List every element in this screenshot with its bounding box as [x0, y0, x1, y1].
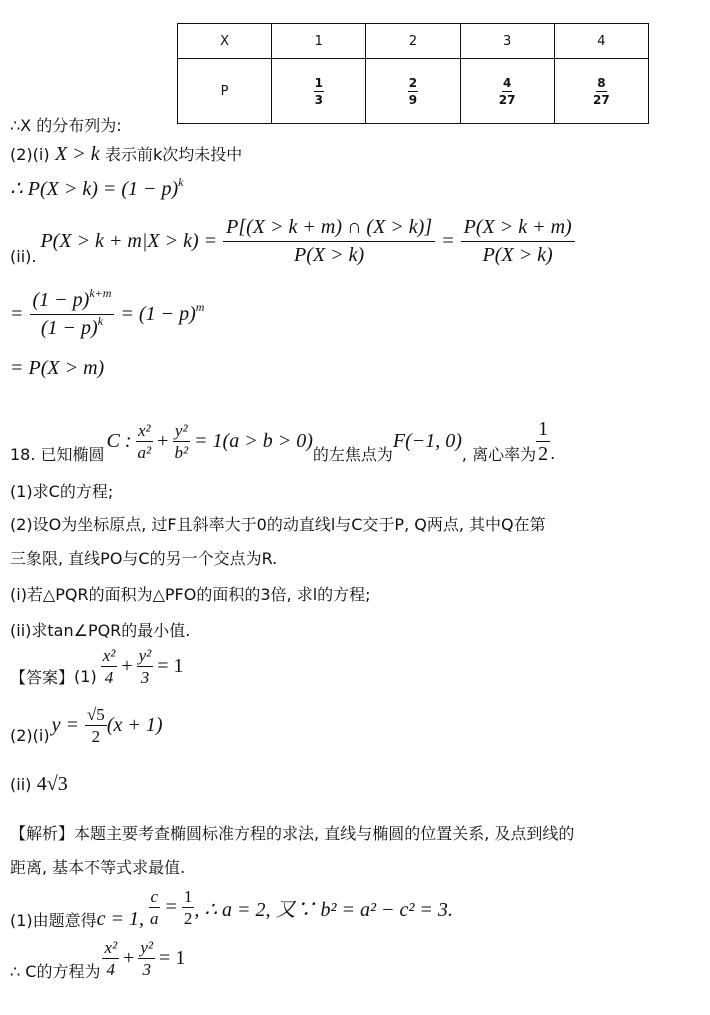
math: (1 − p) [40, 317, 98, 339]
math-rhs: = (1 − p) [120, 303, 196, 325]
frac-num [30, 286, 115, 315]
prefix: (1)由题意得 [10, 911, 97, 930]
prefix: (2)(i) [10, 726, 50, 745]
dist-label: ∴X 的分布列为: [10, 116, 122, 135]
frac-num: 4 [502, 76, 512, 90]
prefix: (1) [74, 667, 97, 686]
frac-num: √5 [86, 705, 105, 724]
analysis-label: 【解析】 [10, 824, 75, 843]
math: , ∴ a = 2, 又∵ b² = a² − c² = 3. [194, 899, 453, 921]
math-lhs: P(X > k + m|X > k) = [40, 230, 218, 252]
answer-label: 【答案】 [10, 668, 75, 687]
fraction [136, 422, 154, 461]
table-cell: P [178, 59, 272, 124]
question-2-ii: (ii)求tan∠PQR的最小值. [10, 621, 191, 640]
line-conditional [10, 217, 575, 266]
plus: + [123, 947, 135, 969]
math: (x + 1) [106, 714, 163, 736]
fraction [182, 888, 195, 927]
line-simplify [10, 286, 205, 339]
math: F(−1, 0) [392, 430, 462, 452]
frac-num: 1 [183, 887, 193, 906]
math: X > k [55, 143, 100, 165]
analysis-line-2: 距离, 基本不等式求最值. [10, 858, 186, 877]
math: y = [51, 714, 79, 736]
frac-den: 27 [498, 93, 516, 107]
text: 本题主要考查椭圆标准方程的求法, 直线与椭圆的位置关系, 及点到线的 [74, 824, 575, 843]
prefix: ∴ C的方程为 [10, 962, 101, 981]
table-cell [460, 59, 554, 124]
math: c = 1, [96, 908, 145, 930]
table-prob-row [178, 59, 649, 124]
solution-step-2 [10, 935, 185, 982]
exponent: m [195, 300, 205, 314]
fraction [30, 286, 115, 339]
problem-18-statement [10, 418, 555, 465]
frac-num: P(X > k + m) [461, 217, 575, 242]
text: , 离心率为 [461, 445, 537, 464]
math [120, 300, 205, 326]
question-2-line-2: 三象限, 直线PO与C的另一个交点为R. [10, 549, 278, 568]
frac-den: P(X > k) [482, 244, 553, 266]
prob-fraction [593, 77, 610, 106]
frac-den: 3 [314, 93, 323, 107]
prob-fraction [408, 77, 418, 106]
answer-2-i [10, 706, 163, 745]
fraction [101, 647, 118, 686]
frac-den: 9 [408, 93, 418, 107]
frac-num: y² [138, 646, 152, 665]
frac-num: c [150, 887, 159, 906]
exponent: k+m [89, 286, 112, 300]
frac-den [38, 315, 106, 339]
equals: = [165, 896, 177, 918]
frac-den: 2 [91, 727, 101, 746]
math: C : [106, 430, 132, 452]
prob-fraction [314, 77, 324, 106]
question-2-line-1: (2)设O为坐标原点, 过F且斜率大于0的动直线l与C交于P, Q两点, 其中Q在第 [10, 515, 546, 534]
line-prob-x-gt-k [10, 176, 184, 201]
fraction [137, 647, 154, 686]
line-result: = P(X > m) [10, 357, 105, 379]
prefix: (2)(i) [10, 145, 50, 164]
table-cell: 1 [272, 24, 366, 59]
fraction [85, 706, 107, 745]
frac-den: 2 [538, 443, 549, 465]
exponent: k [97, 314, 104, 328]
table-cell: 4 [554, 24, 648, 59]
frac-den: a² [137, 443, 152, 462]
math: 4√3 [36, 773, 68, 795]
frac-den: 4 [104, 668, 114, 687]
fraction [536, 419, 550, 464]
table-cell [554, 59, 648, 124]
frac-den: P(X > k) [294, 244, 365, 266]
fraction [461, 217, 575, 266]
frac-num: P[(X > k + m) ∩ (X > k)] [223, 217, 435, 242]
frac-den: a [150, 909, 159, 928]
answer-2-ii [10, 773, 68, 796]
solution-step-1 [10, 884, 453, 931]
frac-den: 2 [183, 909, 193, 928]
fraction [223, 217, 435, 266]
fraction [102, 939, 119, 978]
question-1: (1)求C的方程; [10, 482, 114, 501]
table-header-row [178, 24, 649, 59]
fraction [138, 939, 155, 978]
plus: + [121, 655, 133, 677]
text: 表示前k次均未投中 [105, 145, 243, 164]
equals: = [441, 230, 455, 252]
prefix: (ii). [10, 247, 37, 266]
math: = 1 [157, 655, 184, 677]
frac-den: b² [174, 443, 189, 462]
frac-num: y² [174, 421, 188, 440]
equals: = [10, 303, 24, 325]
math: (1 − p) [32, 289, 90, 311]
frac-num: x² [102, 646, 116, 665]
prob-fraction [499, 77, 516, 106]
fraction [172, 422, 190, 461]
math: = 1(a > b > 0) [194, 430, 313, 452]
frac-den: 27 [593, 93, 610, 107]
question-2-i: (i)若△PQR的面积为△PFO的面积的3倍, 求l的方程; [10, 585, 371, 604]
frac-num: 8 [597, 76, 606, 90]
table-cell: 2 [366, 24, 460, 59]
table-cell [366, 59, 460, 124]
fraction [148, 888, 161, 927]
frac-num: 1 [314, 76, 323, 90]
math: = 1 [159, 947, 186, 969]
frac-num: x² [138, 421, 151, 440]
frac-den: 3 [140, 668, 150, 687]
frac-den: 3 [142, 960, 151, 979]
plus: + [157, 430, 169, 452]
exponent: k [178, 175, 184, 189]
frac-num: y² [140, 938, 154, 957]
prefix: (ii) [10, 775, 32, 794]
table-cell: X [178, 24, 272, 59]
frac-num: x² [104, 938, 118, 957]
answer-1 [10, 645, 184, 688]
text: . [550, 444, 556, 463]
math: ∴ P(X > k) = (1 − p) [10, 178, 179, 200]
table-cell [272, 59, 366, 124]
frac-den: 4 [106, 960, 116, 979]
frac-num: 2 [408, 76, 418, 90]
frac-num: 1 [538, 418, 549, 440]
distribution-table [177, 23, 649, 124]
analysis-line-1 [10, 821, 574, 844]
table-cell: 3 [460, 24, 554, 59]
line-x-gt-k [10, 142, 242, 166]
problem-number: 18. 已知椭圆 [10, 445, 105, 464]
text: 的左焦点为 [312, 445, 393, 464]
